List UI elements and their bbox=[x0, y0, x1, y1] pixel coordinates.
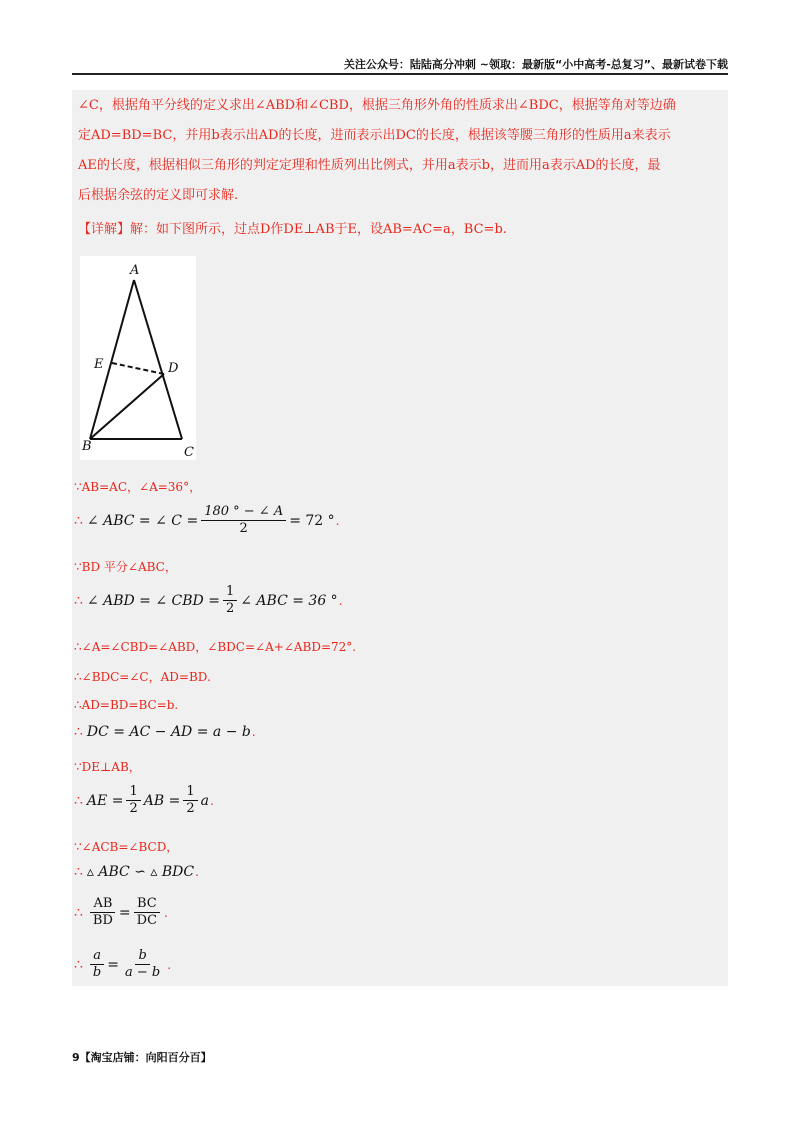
triangle-figure bbox=[80, 256, 196, 460]
page-footer: 9【淘宝店铺：向阳百分百】 bbox=[72, 1051, 212, 1064]
eq-expression: DC = AC − AD = a − b bbox=[86, 724, 251, 740]
step-common-angle: ∵∠ACB=∠BCD， bbox=[74, 840, 179, 854]
step-angle-equalities: ∴∠A=∠CBD=∠ABD，∠BDC=∠A+∠ABD=72°. bbox=[74, 640, 357, 654]
label-d: D bbox=[168, 361, 179, 376]
step-ae bbox=[74, 784, 214, 817]
fraction-numerator: b bbox=[135, 948, 149, 965]
label-e: E bbox=[94, 357, 104, 372]
fraction-numerator: 1 bbox=[183, 784, 197, 801]
fraction-numerator: a bbox=[90, 948, 104, 965]
eq-lhs: AE = bbox=[86, 792, 124, 809]
eq-expression: ▵ ABC ∽ ▵ BDC bbox=[86, 864, 195, 880]
fraction-numerator: 1 bbox=[126, 784, 140, 801]
fraction bbox=[223, 584, 237, 617]
analysis-line-1: ∠C，根据角平分线的定义求出∠ABD和∠CBD，根据三角形外角的性质求出∠BDC，根据等角对等边确 bbox=[78, 98, 676, 113]
step-similar-triangles bbox=[74, 864, 199, 880]
fraction bbox=[201, 504, 286, 537]
fraction-ab-bd bbox=[90, 896, 116, 929]
step-ad-bd-bc: ∴AD=BD=BC=b. bbox=[74, 698, 179, 712]
analysis-line-4: 后根据余弦的定义即可求解. bbox=[78, 188, 239, 203]
therefore-symbol: ∴ bbox=[74, 904, 83, 921]
step-dc bbox=[74, 724, 256, 740]
eq-lhs: ∠ ABC = ∠ C = bbox=[86, 512, 199, 529]
detail-intro: 【详解】解：如下图所示，过点D作DE⊥AB于E，设AB=AC=a，BC=b. bbox=[78, 222, 507, 237]
fraction-numerator: 1 bbox=[223, 584, 237, 601]
fraction-bc-dc bbox=[134, 896, 160, 929]
fraction-denominator: DC bbox=[136, 913, 158, 928]
analysis-line-3: AE的长度，根据相似三角形的判定定理和性质列出比例式，并用a表示b，进而用a表示AD的长度，最 bbox=[78, 158, 661, 173]
step-abd-angle bbox=[74, 584, 343, 617]
step-abc-angle bbox=[74, 504, 339, 537]
segment-bd bbox=[90, 374, 164, 439]
side-ac bbox=[134, 280, 182, 439]
eq-rhs: ∠ ABC = 36 ° bbox=[240, 592, 338, 609]
fraction-b-amb bbox=[122, 948, 163, 981]
therefore-symbol: ∴ bbox=[74, 956, 83, 973]
step-ratio-ab bbox=[74, 948, 171, 981]
fraction-numerator: BC bbox=[134, 896, 160, 913]
fraction-denominator: 2 bbox=[239, 521, 248, 536]
therefore-symbol: ∴ bbox=[74, 724, 83, 740]
segment-de bbox=[112, 363, 164, 374]
label-c: C bbox=[184, 445, 194, 460]
therefore-symbol: ∴ bbox=[74, 512, 83, 529]
therefore-symbol: ∴ bbox=[74, 792, 83, 809]
period: . bbox=[338, 593, 343, 608]
period: . bbox=[251, 725, 256, 739]
header-rule bbox=[72, 73, 728, 75]
step-given-angle: ∵AB=AC，∠A=36°， bbox=[74, 480, 202, 494]
fraction-denominator: 2 bbox=[129, 801, 138, 816]
fraction-denominator: 2 bbox=[186, 801, 195, 816]
period: . bbox=[195, 865, 199, 879]
therefore-symbol: ∴ bbox=[74, 864, 83, 880]
step-perpendicular: ∵DE⊥AB， bbox=[74, 760, 141, 774]
period: . bbox=[164, 905, 168, 920]
equals-sign: = bbox=[107, 956, 119, 973]
fraction-denominator: b bbox=[92, 965, 102, 980]
label-b: B bbox=[82, 439, 92, 454]
period: . bbox=[335, 513, 340, 528]
fraction-half-1 bbox=[126, 784, 140, 817]
period: . bbox=[209, 793, 214, 808]
eq-lhs: ∠ ABD = ∠ CBD = bbox=[86, 592, 220, 609]
fraction-half-2 bbox=[183, 784, 197, 817]
eq-mid: AB = bbox=[143, 792, 181, 809]
fraction-denominator: 2 bbox=[225, 601, 235, 616]
step-bisector: ∵BD 平分∠ABC， bbox=[74, 560, 177, 574]
analysis-line-2: 定AD=BD=BC，并用b表示出AD的长度，进而表示出DC的长度，根据该等腰三角形的性质用a来表示 bbox=[78, 128, 671, 143]
fraction-denominator: a − b bbox=[124, 965, 161, 980]
solution-panel bbox=[72, 90, 728, 986]
fraction-numerator: AB bbox=[90, 896, 115, 913]
step-ratio bbox=[74, 896, 168, 929]
page-header: 关注公众号：陆陆高分冲刺 ~领取：最新版“小中高考-总复习”、最新试卷下载 bbox=[343, 58, 728, 71]
equals-sign: = bbox=[118, 904, 131, 921]
period: . bbox=[167, 957, 172, 972]
label-a: A bbox=[130, 263, 140, 278]
triangle-diagram bbox=[80, 256, 196, 460]
step-bdc-equals-c: ∴∠BDC=∠C，AD=BD. bbox=[74, 670, 211, 684]
therefore-symbol: ∴ bbox=[74, 592, 83, 609]
eq-rhs: a bbox=[200, 792, 209, 809]
eq-rhs: = 72 ° bbox=[289, 512, 335, 529]
fraction-denominator: BD bbox=[92, 913, 113, 928]
fraction-numerator: 180 ° − ∠ A bbox=[201, 504, 286, 521]
fraction-a-b bbox=[90, 948, 104, 981]
